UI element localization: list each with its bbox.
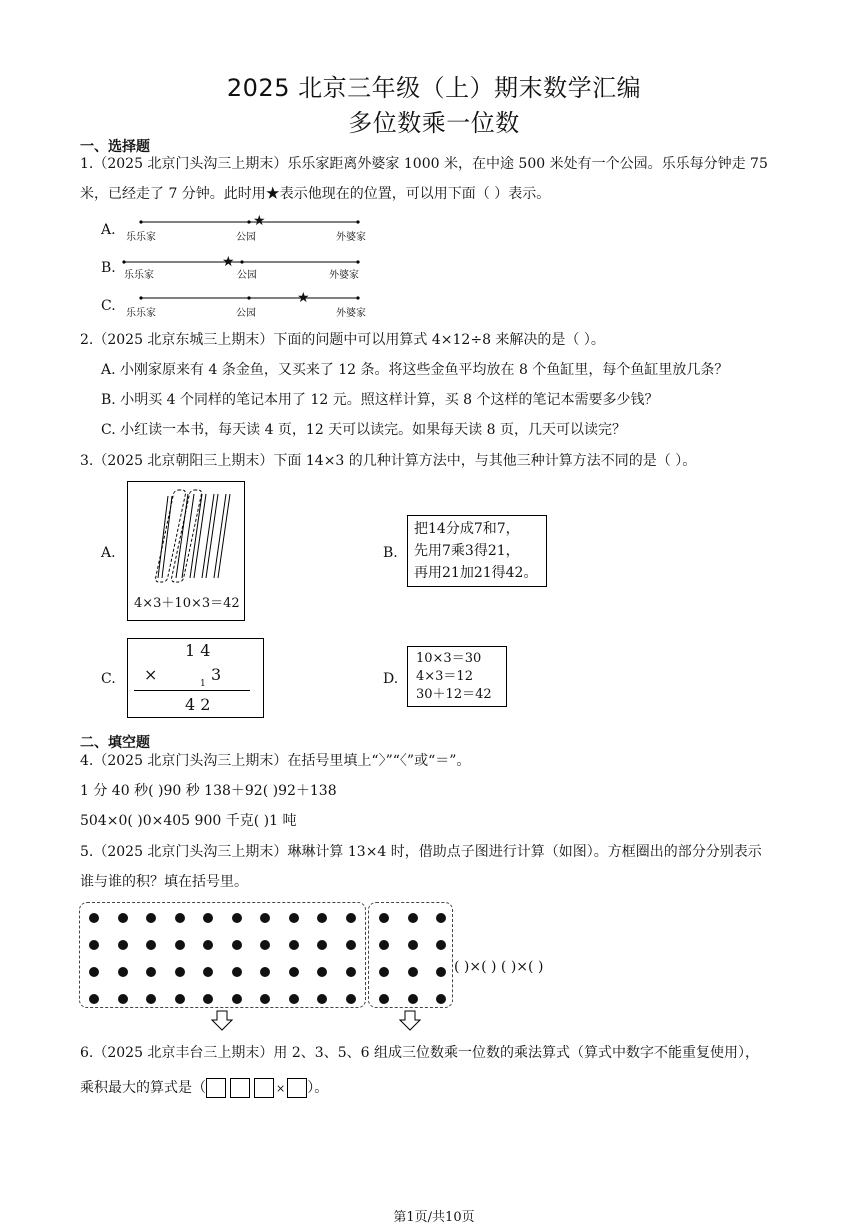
dot: [89, 913, 99, 923]
page-footer: 第1页/共10页: [393, 1210, 475, 1225]
down-arrow-icon: [211, 1010, 233, 1032]
dot: [408, 940, 418, 950]
q3-option-b-box: [407, 515, 547, 587]
q6-stem: 6.（2025 北京丰台三上期末）用 2、3、5、6 组成三位数乘一位数的乘法算式（算式中数字不能重复使用），: [80, 1045, 759, 1061]
dot: [89, 994, 99, 1004]
q4-row-2: 504×0( )0×405 900 千克( )1 吨: [80, 813, 297, 829]
dot: [379, 994, 389, 1004]
dot: [346, 913, 356, 923]
q2-option-b: B. 小明买 4 个同样的笔记本用了 12 元。照这样计算，买 8 个这样的笔记本需要多少钱？: [101, 392, 659, 408]
q3-option-c-label: C.: [101, 671, 116, 687]
q3-b-line-3: 再用21加21得42。: [414, 565, 538, 581]
q1-c-home-label: 乐乐家: [126, 308, 156, 319]
dot: [232, 913, 242, 923]
q4-stem: 4.（2025 北京门头沟三上期末）在括号里填上“〉”“〈”或“＝”。: [80, 753, 471, 769]
q3-c-times-sign: ×: [144, 665, 158, 684]
dot: [289, 940, 299, 950]
dot: [317, 940, 327, 950]
q1-option-a-label: A.: [101, 222, 116, 238]
q6-prefix: 乘积最大的算式是（: [80, 1080, 206, 1096]
q1-b-home-label: 乐乐家: [124, 270, 154, 281]
q1-c-grandma-label: 外婆家: [336, 308, 366, 319]
dot-group-three-columns: [368, 902, 453, 1008]
q1-stem-line1: 1.（2025 北京门头沟三上期末）乐乐家距离外婆家 1000 米，在中途 500 米处有一个公园。乐乐每分钟走 75: [80, 156, 768, 172]
dot: [146, 913, 156, 923]
dot: [203, 940, 213, 950]
dot: [146, 994, 156, 1004]
dot: [175, 967, 185, 977]
q3-c-product: 4 2: [185, 695, 211, 714]
answer-box-3[interactable]: [254, 1078, 274, 1098]
dot: [118, 994, 128, 1004]
q3-d-line-1: 10×3＝30: [416, 651, 482, 666]
dot: [317, 967, 327, 977]
dot: [260, 940, 270, 950]
dot: [89, 967, 99, 977]
q3-c-rule: [134, 690, 250, 691]
q1-a-park-label: 公园: [236, 232, 256, 243]
q3-c-multiplier: 3: [211, 665, 222, 684]
dot: [436, 994, 446, 1004]
dot-group-ten-columns: [79, 902, 366, 1008]
q6-times: ×: [276, 1082, 286, 1095]
dot: [408, 913, 418, 923]
counting-sticks-image: [128, 482, 244, 592]
dot: [203, 994, 213, 1004]
page-title: 2025 北京三年级（上）期末数学汇编: [226, 74, 642, 102]
page-subtitle: 多位数乘一位数: [348, 109, 520, 137]
q3-d-line-3: 30＋12＝42: [416, 687, 492, 702]
q2-stem: 2.（2025 北京东城三上期末）下面的问题中可以用算式 4×12÷8 来解决的是（ ）。: [80, 332, 605, 348]
q5-stem-line2: 谁与谁的积？填在括号里。: [80, 874, 248, 890]
dot: [260, 967, 270, 977]
dot: [146, 967, 156, 977]
q6-suffix: ）。: [307, 1080, 329, 1096]
q3-d-line-2: 4×3＝12: [416, 669, 473, 684]
q3-option-d-box: [407, 646, 507, 707]
dot: [289, 994, 299, 1004]
q3-option-a-caption: 4×3＋10×3＝42: [134, 596, 240, 611]
dot: [379, 940, 389, 950]
dot: [289, 913, 299, 923]
dot: [232, 994, 242, 1004]
q6-answer-line: [80, 1076, 328, 1101]
dot: [146, 940, 156, 950]
dot: [379, 967, 389, 977]
q1-a-home-label: 乐乐家: [126, 232, 156, 243]
dot: [346, 940, 356, 950]
q3-b-line-2: 先用7乘3得21，: [414, 543, 520, 559]
q1-c-star-marker: ★: [297, 290, 310, 306]
dot: [203, 967, 213, 977]
dot: [175, 994, 185, 1004]
dot: [260, 994, 270, 1004]
q1-b-grandma-label: 外婆家: [329, 270, 359, 281]
q3-c-multiplicand: 1 4: [185, 641, 211, 660]
section-heading-choice: 一、选择题: [80, 139, 150, 155]
q1-c-park-label: 公园: [236, 308, 256, 319]
q1-a-star-marker: ★: [253, 213, 266, 229]
q5-answer-blanks: ( )×( ) ( )×( ): [454, 959, 544, 975]
dot: [346, 994, 356, 1004]
dot: [436, 967, 446, 977]
answer-box-4[interactable]: [287, 1078, 307, 1098]
q3-stem: 3.（2025 北京朝阳三上期末）下面 14×3 的几种计算方法中，与其他三种计算方法不同的是（ ）。: [80, 453, 697, 469]
dot: [317, 913, 327, 923]
q1-a-grandma-label: 外婆家: [336, 232, 366, 243]
q3-option-c-box: [127, 638, 264, 718]
down-arrow-icon: [399, 1010, 421, 1032]
dot: [118, 940, 128, 950]
q3-b-line-1: 把14分成7和7，: [414, 521, 520, 537]
dot: [436, 940, 446, 950]
dot: [436, 913, 446, 923]
q3-option-d-label: D.: [383, 671, 399, 687]
q5-stem-line1: 5.（2025 北京门头沟三上期末）琳琳计算 13×4 时，借助点子图进行计算（如图）。方框圈出的部分分别表示: [80, 844, 762, 860]
q3-option-a-label: A.: [101, 545, 116, 561]
dot: [346, 967, 356, 977]
dot: [317, 994, 327, 1004]
q3-option-b-label: B.: [383, 545, 398, 561]
q3-c-carry: 1: [200, 679, 206, 689]
dot: [408, 967, 418, 977]
dot: [289, 967, 299, 977]
dot: [175, 913, 185, 923]
q1-stem-line2: 米，已经走了 7 分钟。此时用★表示他现在的位置，可以用下面（ ）表示。: [80, 186, 551, 202]
dot: [175, 940, 185, 950]
q4-row-1: 1 分 40 秒( )90 秒 138＋92( )92＋138: [80, 783, 337, 799]
section-heading-fill: 二、填空题: [80, 735, 150, 751]
dot: [232, 940, 242, 950]
dot: [232, 967, 242, 977]
dot: [408, 994, 418, 1004]
q1-b-park-label: 公园: [237, 270, 257, 281]
dot: [379, 913, 389, 923]
answer-box-2[interactable]: [230, 1078, 250, 1098]
dot: [260, 913, 270, 923]
q3-option-a-box: [127, 481, 245, 621]
q1-option-c-label: C.: [101, 298, 116, 314]
dot: [203, 913, 213, 923]
q2-option-a: A. 小刚家原来有 4 条金鱼，又买来了 12 条。将这些金鱼平均放在 8 个鱼缸里，每个鱼缸里放几条？: [101, 362, 729, 378]
dot: [118, 913, 128, 923]
q2-option-c: C. 小红读一本书，每天读 4 页，12 天可以读完。如果每天读 8 页，几天可以读完？: [101, 422, 626, 438]
q1-b-star-marker: ★: [222, 254, 235, 270]
dot: [89, 940, 99, 950]
answer-box-1[interactable]: [206, 1078, 226, 1098]
q1-option-b-label: B.: [101, 260, 116, 276]
dot: [118, 967, 128, 977]
